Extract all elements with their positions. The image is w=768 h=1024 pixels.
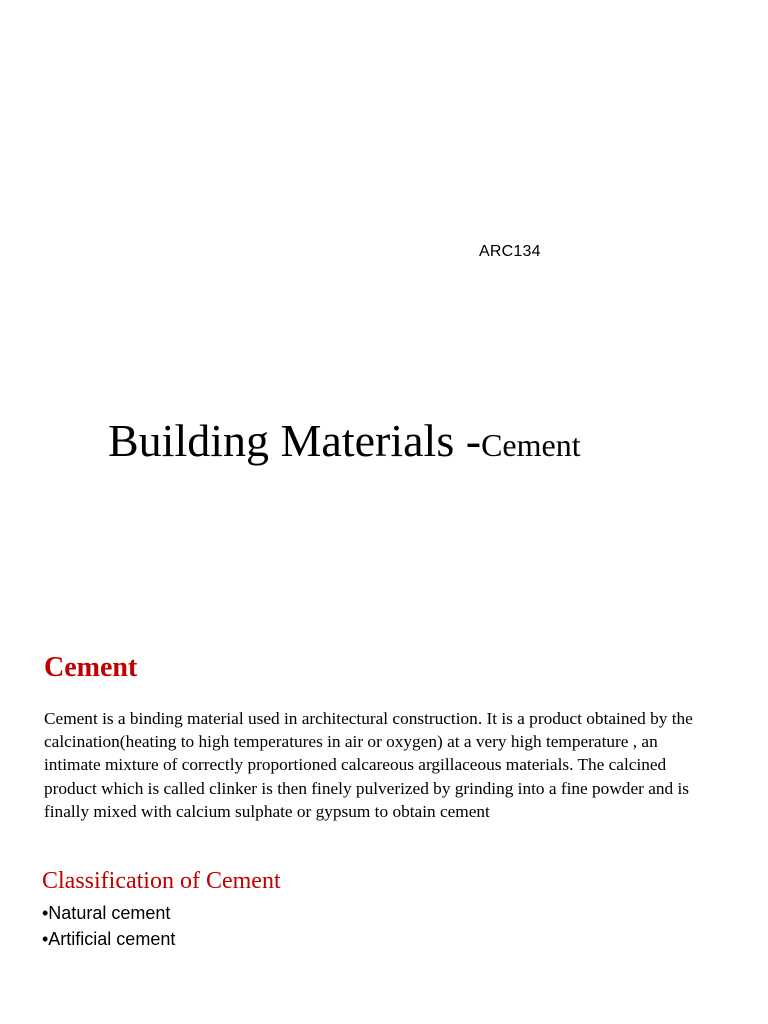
course-code: ARC134 bbox=[479, 243, 541, 260]
title-subtitle: Cement bbox=[481, 427, 581, 463]
classification-list bbox=[42, 900, 175, 952]
title-main: Building Materials - bbox=[108, 415, 482, 466]
section-heading: Cement bbox=[44, 652, 138, 683]
classification-heading: Classification of Cement bbox=[42, 868, 281, 894]
list-item: •Artificial cement bbox=[42, 929, 176, 949]
definition-paragraph: Cement is a binding material used in architectural construction. It is a product obtained by the calcination(heating to high temperatures in air or oxygen) at a very high temperature , an intimate mixture of correctly proportioned calcareous argillaceous materials. The calcined product which is called clinker is then finely pulverized by grinding into a fine powder and is finally mixed with calcium sulphate or gypsum to obtain cement bbox=[44, 709, 693, 821]
list-item: •Natural cement bbox=[42, 903, 171, 923]
page-title bbox=[108, 414, 581, 467]
